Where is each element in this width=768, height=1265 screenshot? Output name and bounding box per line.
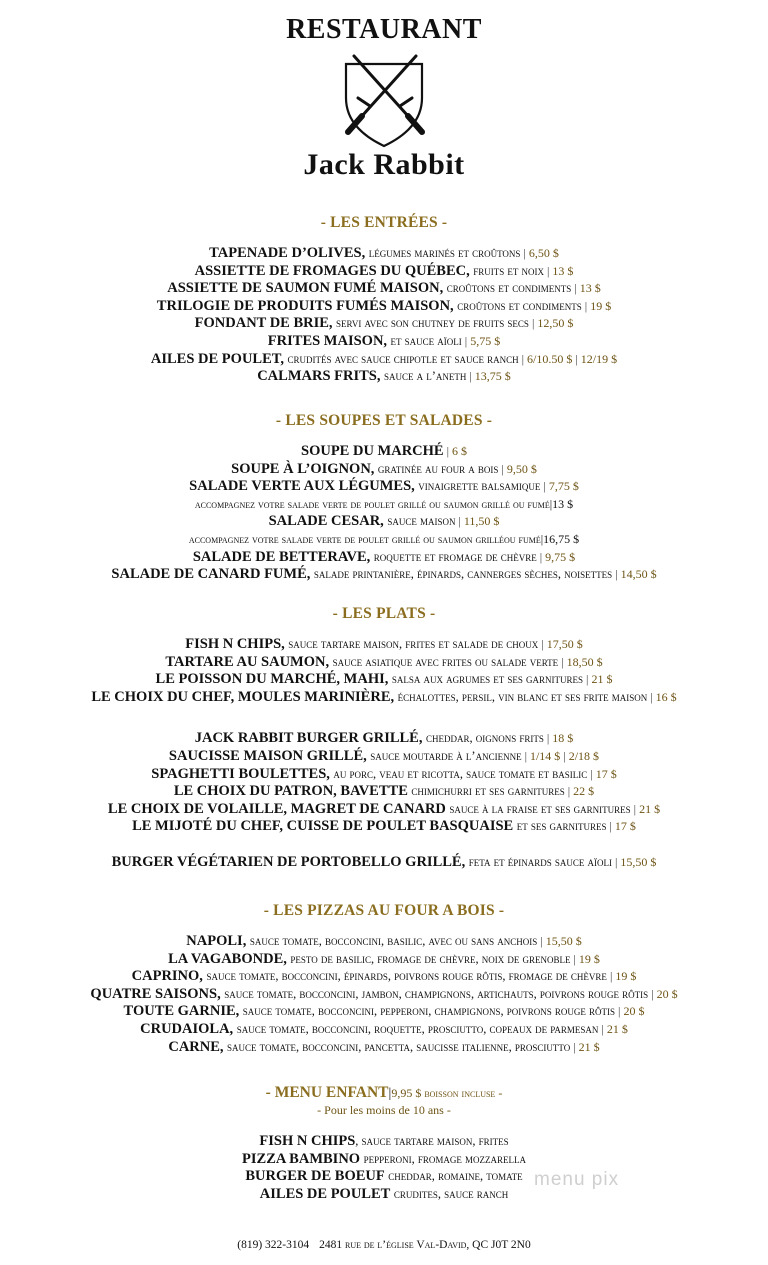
menu-item: LE CHOIX DE VOLAILLE, MAGRET DE CANARD sauce à la fraise et ses garnitures | 21 $: [107, 800, 661, 817]
menu-item: TRILOGIE DE PRODUITS FUMÉS MAISON, croûtons et condiments | 19 $: [156, 297, 612, 314]
menu-item: TOUTE GARNIE, sauce tomate, bocconcini, pepperoni, champignons, poivrons rouge rôtis | 20 $: [123, 1003, 645, 1020]
menu-option-note: accompagnez votre salade verte de poulet grillé ou saumon grillé ou fumé|13 $: [194, 496, 574, 511]
section-title: - LES PLATS -: [332, 605, 436, 622]
menu-item: JACK RABBIT BURGER GRILLÉ, cheddar, oignons frits | 18 $: [194, 730, 574, 747]
menu-item: LE CHOIX DU PATRON, BAVETTE chimichurri et ses garnitures | 22 $: [173, 783, 595, 800]
menu-item: SOUPE À L’OIGNON, gratinée au four a bois | 9,50 $: [231, 460, 537, 477]
menu-item: FRITES MAISON, et sauce aïoli | 5,75 $: [267, 332, 501, 349]
menu-item: SOUPE DU MARCHÉ | 6 $: [301, 443, 467, 459]
section-pizzas: [0, 902, 768, 1056]
menu-item: PIZZA BAMBINO pepperoni, fromage mozzarella: [242, 1150, 526, 1167]
menu-item: FONDANT DE BRIE, servi avec son chutney de fruits secs | 12,50 $: [194, 315, 574, 332]
menu-item: CARNE, sauce tomate, bocconcini, pancetta, saucisse italienne, prosciutto | 21 $: [168, 1038, 600, 1055]
menu-item: SALADE DE CANARD FUMÉ, salade printanière, épinards, cannerges sèches, noisettes | 14,50 $: [111, 566, 657, 583]
menu-item: TARTARE AU SAUMON, sauce asiatique avec frites ou salade verte | 18,50 $: [165, 653, 603, 670]
contact-footer: [0, 1239, 768, 1251]
menu-item: CALMARS FRITS, sauce a l’aneth | 13,75 $: [257, 368, 511, 385]
menu-item: BURGER DE BOEUF cheddar, romaine, tomate: [245, 1168, 523, 1185]
section-title: - MENU ENFANT|9,95 $ boisson incluse -: [265, 1084, 503, 1101]
section-entrees: [0, 214, 768, 386]
section-menu-enfant: [0, 1084, 768, 1203]
menu-item: SAUCISSE MAISON GRILLÉ, sauce moutarde à l’ancienne | 1/14 $ | 2/18 $: [168, 747, 600, 764]
menu-item: LE POISSON DU MARCHÉ, MAHI, salsa aux agrumes et ses garnitures | 21 $: [155, 671, 613, 688]
menu-option-note: accompagnez votre salade verte de poulet grillé ou saumon grilléou fumé|16,75 $: [188, 531, 580, 546]
menu-item: AILES DE POULET, crudités avec sauce chipotle et sauce ranch | 6/10.50 $ | 12/19 $: [150, 350, 618, 367]
menu-item: FISH N CHIPS, sauce tartare maison, frites: [259, 1133, 509, 1149]
section-title: - LES PIZZAS AU FOUR A BOIS -: [263, 902, 505, 919]
section-title: - LES SOUPES ET SALADES -: [275, 412, 493, 429]
menu-item: FISH N CHIPS, sauce tartare maison, frites et salade de choux | 17,50 $: [185, 636, 583, 652]
menu-item: ASSIETTE DE FROMAGES DU QUÉBEC, fruits et noix | 13 $: [194, 262, 574, 279]
section-plats: [0, 605, 768, 872]
crossed-knives-shield-logo: [338, 50, 430, 150]
menu-item: LE CHOIX DU CHEF, MOULES MARINIÈRE, échalottes, persil, vin blanc et ses frite maison | 16 $: [91, 688, 677, 705]
menu-item: AILES DE POULET crudites, sauce ranch: [259, 1185, 509, 1202]
menu-item: BURGER VÉGÉTARIEN DE PORTOBELLO GRILLÉ, feta et épinards sauce aïoli | 15,50 $: [111, 853, 657, 870]
section-subtitle: - Pour les moins de 10 ans -: [317, 1103, 451, 1117]
menupix-watermark: menu pix: [534, 1169, 620, 1190]
menu-item: CAPRINO, sauce tomate, bocconcini, épinards, poivrons rouge rôtis, fromage de chèvre | 19 $: [131, 968, 637, 985]
brand-title-top: RESTAURANT: [286, 14, 482, 45]
section-soupes-salades: [0, 412, 768, 584]
address: 2481 rue de l’église Val-David, QC J0T 2N0: [319, 1239, 531, 1251]
section-title: - LES ENTRÉES -: [320, 214, 448, 231]
menu-item: LA VAGABONDE, pesto de basilic, fromage de chèvre, noix de grenoble | 19 $: [168, 950, 600, 967]
menu-item: LE MIJOTÉ DU CHEF, CUISSE DE POULET BASQUAISE et ses garnitures | 17 $: [132, 818, 636, 835]
menu-item: SALADE VERTE AUX LÉGUMES, vinaigrette balsamique | 7,75 $: [189, 478, 579, 495]
menu-item: TAPENADE D’OLIVES, légumes marinés et croûtons | 6,50 $: [209, 245, 559, 261]
menu-item: QUATRE SAISONS, sauce tomate, bocconcini, jambon, champignons, artichauts, poivrons rouge rôtis | 20 $: [90, 985, 678, 1002]
menu-item: CRUDAIOLA, sauce tomate, bocconcini, roquette, prosciutto, copeaux de parmesan | 21 $: [140, 1020, 628, 1037]
phone-number: (819) 322-3104: [237, 1239, 310, 1251]
menu-item: SALADE DE BETTERAVE, roquette et fromage de chèvre | 9,75 $: [192, 548, 576, 565]
menu-item: SALADE CESAR, sauce maison | 11,50 $: [268, 513, 500, 530]
menu-item: SPAGHETTI BOULETTES, au porc, veau et ricotta, sauce tomate et basilic | 17 $: [151, 765, 617, 782]
brand-title-bottom: Jack Rabbit: [303, 148, 465, 181]
menu-item: NAPOLI, sauce tomate, bocconcini, basilic, avec ou sans anchois | 15,50 $: [186, 933, 582, 949]
menu-item: ASSIETTE DE SAUMON FUMÉ MAISON, croûtons et condiments | 13 $: [167, 280, 601, 297]
